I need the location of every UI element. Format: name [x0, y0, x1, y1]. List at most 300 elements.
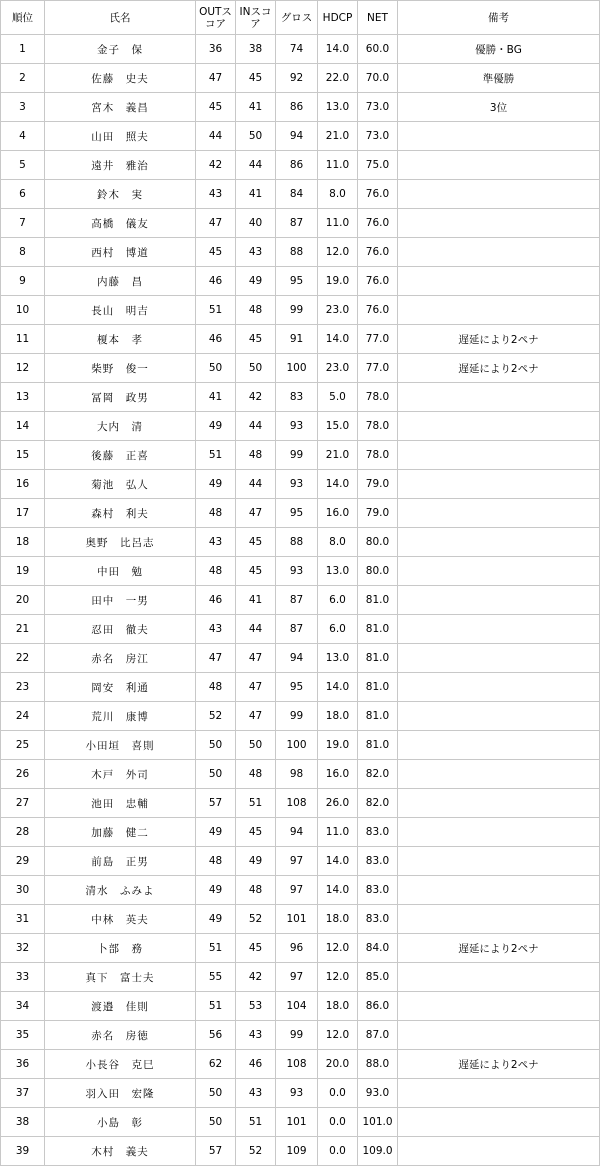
net-cell: 83.0: [358, 847, 398, 876]
hdcp-cell: 23.0: [318, 354, 358, 383]
gross-cell: 99: [276, 1021, 318, 1050]
rank-cell: 38: [1, 1108, 45, 1137]
gross-cell: 86: [276, 151, 318, 180]
table-row: [1, 151, 600, 180]
gross-cell: 87: [276, 615, 318, 644]
out-score-cell: 50: [196, 1079, 236, 1108]
net-cell: 78.0: [358, 383, 398, 412]
in-score-cell: 48: [236, 876, 276, 905]
hdcp-cell: 19.0: [318, 267, 358, 296]
note-cell: [398, 847, 600, 876]
out-score-cell: 45: [196, 93, 236, 122]
out-score-cell: 49: [196, 876, 236, 905]
table-row: [1, 702, 600, 731]
header-name: 氏名: [45, 1, 196, 35]
rank-cell: 29: [1, 847, 45, 876]
name-cell: 柴野 俊一: [45, 354, 196, 383]
header-note: 備考: [398, 1, 600, 35]
rank-cell: 22: [1, 644, 45, 673]
gross-cell: 100: [276, 354, 318, 383]
gross-cell: 87: [276, 209, 318, 238]
name-cell: 奥野 比呂志: [45, 528, 196, 557]
name-cell: 小島 彰: [45, 1108, 196, 1137]
hdcp-cell: 19.0: [318, 731, 358, 760]
net-cell: 109.0: [358, 1137, 398, 1166]
out-score-cell: 49: [196, 412, 236, 441]
gross-cell: 84: [276, 180, 318, 209]
out-score-cell: 42: [196, 151, 236, 180]
gross-cell: 88: [276, 528, 318, 557]
rank-cell: 5: [1, 151, 45, 180]
out-score-cell: 50: [196, 1108, 236, 1137]
net-cell: 81.0: [358, 644, 398, 673]
note-cell: [398, 644, 600, 673]
in-score-cell: 38: [236, 35, 276, 64]
rank-cell: 39: [1, 1137, 45, 1166]
in-score-cell: 45: [236, 528, 276, 557]
in-score-cell: 44: [236, 412, 276, 441]
net-cell: 73.0: [358, 122, 398, 151]
note-cell: 3位: [398, 93, 600, 122]
name-cell: 田中 一男: [45, 586, 196, 615]
rank-cell: 34: [1, 992, 45, 1021]
hdcp-cell: 12.0: [318, 238, 358, 267]
name-cell: 榎本 孝: [45, 325, 196, 354]
net-cell: 76.0: [358, 267, 398, 296]
rank-cell: 8: [1, 238, 45, 267]
name-cell: 内藤 昌: [45, 267, 196, 296]
header-in-score: INスコア: [236, 1, 276, 35]
in-score-cell: 47: [236, 673, 276, 702]
rank-cell: 13: [1, 383, 45, 412]
out-score-cell: 50: [196, 760, 236, 789]
out-score-cell: 41: [196, 383, 236, 412]
hdcp-cell: 14.0: [318, 673, 358, 702]
out-score-cell: 51: [196, 992, 236, 1021]
note-cell: 遅延により2ペナ: [398, 354, 600, 383]
table-row: [1, 644, 600, 673]
header-net: NET: [358, 1, 398, 35]
hdcp-cell: 20.0: [318, 1050, 358, 1079]
out-score-cell: 57: [196, 1137, 236, 1166]
note-cell: [398, 470, 600, 499]
name-cell: 冨岡 政男: [45, 383, 196, 412]
name-cell: 高橋 儀友: [45, 209, 196, 238]
hdcp-cell: 23.0: [318, 296, 358, 325]
net-cell: 81.0: [358, 731, 398, 760]
gross-cell: 101: [276, 1108, 318, 1137]
gross-cell: 97: [276, 876, 318, 905]
gross-cell: 95: [276, 267, 318, 296]
hdcp-cell: 6.0: [318, 586, 358, 615]
net-cell: 60.0: [358, 35, 398, 64]
hdcp-cell: 13.0: [318, 557, 358, 586]
name-cell: 鈴木 実: [45, 180, 196, 209]
rank-cell: 28: [1, 818, 45, 847]
rank-cell: 11: [1, 325, 45, 354]
note-cell: [398, 151, 600, 180]
hdcp-cell: 12.0: [318, 1021, 358, 1050]
net-cell: 83.0: [358, 876, 398, 905]
hdcp-cell: 0.0: [318, 1137, 358, 1166]
table-row: [1, 992, 600, 1021]
gross-cell: 99: [276, 441, 318, 470]
name-cell: 渡邉 佳則: [45, 992, 196, 1021]
in-score-cell: 52: [236, 1137, 276, 1166]
net-cell: 81.0: [358, 615, 398, 644]
gross-cell: 97: [276, 963, 318, 992]
hdcp-cell: 22.0: [318, 64, 358, 93]
note-cell: [398, 1021, 600, 1050]
net-cell: 79.0: [358, 470, 398, 499]
net-cell: 84.0: [358, 934, 398, 963]
rank-cell: 10: [1, 296, 45, 325]
gross-cell: 87: [276, 586, 318, 615]
in-score-cell: 45: [236, 818, 276, 847]
out-score-cell: 52: [196, 702, 236, 731]
rank-cell: 1: [1, 35, 45, 64]
hdcp-cell: 5.0: [318, 383, 358, 412]
rank-cell: 24: [1, 702, 45, 731]
table-row: [1, 1050, 600, 1079]
gross-cell: 94: [276, 644, 318, 673]
table-row: [1, 934, 600, 963]
in-score-cell: 47: [236, 702, 276, 731]
gross-cell: 95: [276, 673, 318, 702]
net-cell: 79.0: [358, 499, 398, 528]
net-cell: 93.0: [358, 1079, 398, 1108]
out-score-cell: 47: [196, 644, 236, 673]
note-cell: [398, 383, 600, 412]
table-row: [1, 760, 600, 789]
net-cell: 77.0: [358, 325, 398, 354]
gross-cell: 92: [276, 64, 318, 93]
note-cell: [398, 760, 600, 789]
net-cell: 76.0: [358, 238, 398, 267]
note-cell: [398, 180, 600, 209]
in-score-cell: 51: [236, 1108, 276, 1137]
in-score-cell: 47: [236, 644, 276, 673]
name-cell: 中田 勉: [45, 557, 196, 586]
note-cell: 準優勝: [398, 64, 600, 93]
in-score-cell: 45: [236, 325, 276, 354]
in-score-cell: 44: [236, 470, 276, 499]
net-cell: 86.0: [358, 992, 398, 1021]
note-cell: [398, 876, 600, 905]
out-score-cell: 56: [196, 1021, 236, 1050]
note-cell: [398, 963, 600, 992]
table-row: [1, 238, 600, 267]
rank-cell: 3: [1, 93, 45, 122]
gross-cell: 109: [276, 1137, 318, 1166]
out-score-cell: 48: [196, 557, 236, 586]
name-cell: 赤名 房江: [45, 644, 196, 673]
in-score-cell: 45: [236, 557, 276, 586]
out-score-cell: 48: [196, 673, 236, 702]
table-row: [1, 296, 600, 325]
in-score-cell: 46: [236, 1050, 276, 1079]
hdcp-cell: 0.0: [318, 1079, 358, 1108]
net-cell: 83.0: [358, 905, 398, 934]
hdcp-cell: 11.0: [318, 209, 358, 238]
out-score-cell: 55: [196, 963, 236, 992]
net-cell: 76.0: [358, 209, 398, 238]
name-cell: 岡安 利通: [45, 673, 196, 702]
out-score-cell: 47: [196, 209, 236, 238]
table-row: [1, 818, 600, 847]
net-cell: 80.0: [358, 557, 398, 586]
table-row: [1, 35, 600, 64]
hdcp-cell: 11.0: [318, 818, 358, 847]
name-cell: 木戸 外司: [45, 760, 196, 789]
net-cell: 81.0: [358, 673, 398, 702]
note-cell: [398, 557, 600, 586]
note-cell: [398, 673, 600, 702]
rank-cell: 7: [1, 209, 45, 238]
table-row: [1, 470, 600, 499]
hdcp-cell: 18.0: [318, 702, 358, 731]
in-score-cell: 44: [236, 151, 276, 180]
hdcp-cell: 18.0: [318, 992, 358, 1021]
net-cell: 75.0: [358, 151, 398, 180]
out-score-cell: 48: [196, 499, 236, 528]
note-cell: [398, 528, 600, 557]
note-cell: [398, 789, 600, 818]
in-score-cell: 50: [236, 354, 276, 383]
net-cell: 76.0: [358, 180, 398, 209]
hdcp-cell: 16.0: [318, 499, 358, 528]
in-score-cell: 49: [236, 847, 276, 876]
name-cell: 荒川 康博: [45, 702, 196, 731]
out-score-cell: 51: [196, 934, 236, 963]
net-cell: 80.0: [358, 528, 398, 557]
hdcp-cell: 21.0: [318, 441, 358, 470]
in-score-cell: 53: [236, 992, 276, 1021]
hdcp-cell: 14.0: [318, 847, 358, 876]
table-row: [1, 673, 600, 702]
out-score-cell: 43: [196, 180, 236, 209]
rank-cell: 30: [1, 876, 45, 905]
table-row: [1, 615, 600, 644]
note-cell: [398, 818, 600, 847]
rank-cell: 2: [1, 64, 45, 93]
note-cell: [398, 992, 600, 1021]
in-score-cell: 41: [236, 93, 276, 122]
gross-cell: 91: [276, 325, 318, 354]
out-score-cell: 51: [196, 441, 236, 470]
rank-cell: 33: [1, 963, 45, 992]
in-score-cell: 43: [236, 238, 276, 267]
in-score-cell: 50: [236, 731, 276, 760]
name-cell: 池田 忠輔: [45, 789, 196, 818]
in-score-cell: 47: [236, 499, 276, 528]
table-row: [1, 1021, 600, 1050]
out-score-cell: 62: [196, 1050, 236, 1079]
net-cell: 81.0: [358, 586, 398, 615]
rank-cell: 14: [1, 412, 45, 441]
hdcp-cell: 8.0: [318, 180, 358, 209]
in-score-cell: 48: [236, 760, 276, 789]
name-cell: 長山 明吉: [45, 296, 196, 325]
note-cell: [398, 238, 600, 267]
in-score-cell: 42: [236, 383, 276, 412]
name-cell: 佐藤 史夫: [45, 64, 196, 93]
header-gross: グロス: [276, 1, 318, 35]
rank-cell: 25: [1, 731, 45, 760]
name-cell: 山田 照夫: [45, 122, 196, 151]
gross-cell: 86: [276, 93, 318, 122]
in-score-cell: 52: [236, 905, 276, 934]
rank-cell: 35: [1, 1021, 45, 1050]
in-score-cell: 48: [236, 441, 276, 470]
table-row: [1, 1079, 600, 1108]
name-cell: 大内 清: [45, 412, 196, 441]
note-cell: [398, 586, 600, 615]
net-cell: 70.0: [358, 64, 398, 93]
out-score-cell: 50: [196, 731, 236, 760]
in-score-cell: 44: [236, 615, 276, 644]
table-row: [1, 1108, 600, 1137]
rank-cell: 32: [1, 934, 45, 963]
table-row: [1, 731, 600, 760]
note-cell: 優勝・BG: [398, 35, 600, 64]
net-cell: 76.0: [358, 296, 398, 325]
note-cell: [398, 412, 600, 441]
gross-cell: 97: [276, 847, 318, 876]
gross-cell: 94: [276, 818, 318, 847]
table-row: [1, 528, 600, 557]
table-row: [1, 412, 600, 441]
header-out-score: OUTスコア: [196, 1, 236, 35]
hdcp-cell: 0.0: [318, 1108, 358, 1137]
table-row: [1, 180, 600, 209]
out-score-cell: 47: [196, 64, 236, 93]
name-cell: 清水 ふみよ: [45, 876, 196, 905]
rank-cell: 15: [1, 441, 45, 470]
name-cell: 前島 正男: [45, 847, 196, 876]
table-body: [1, 35, 600, 1166]
note-cell: [398, 267, 600, 296]
name-cell: 金子 保: [45, 35, 196, 64]
note-cell: [398, 1079, 600, 1108]
rank-cell: 31: [1, 905, 45, 934]
out-score-cell: 45: [196, 238, 236, 267]
rank-cell: 27: [1, 789, 45, 818]
table-row: [1, 122, 600, 151]
gross-cell: 94: [276, 122, 318, 151]
net-cell: 83.0: [358, 818, 398, 847]
name-cell: 西村 博道: [45, 238, 196, 267]
name-cell: 遠井 雅治: [45, 151, 196, 180]
rank-cell: 19: [1, 557, 45, 586]
header-rank: 順位: [1, 1, 45, 35]
note-cell: [398, 905, 600, 934]
gross-cell: 93: [276, 1079, 318, 1108]
net-cell: 81.0: [358, 702, 398, 731]
note-cell: 遅延により2ペナ: [398, 325, 600, 354]
in-score-cell: 40: [236, 209, 276, 238]
note-cell: [398, 499, 600, 528]
net-cell: 82.0: [358, 789, 398, 818]
rank-cell: 26: [1, 760, 45, 789]
in-score-cell: 49: [236, 267, 276, 296]
hdcp-cell: 6.0: [318, 615, 358, 644]
rank-cell: 20: [1, 586, 45, 615]
gross-cell: 93: [276, 412, 318, 441]
hdcp-cell: 14.0: [318, 876, 358, 905]
in-score-cell: 43: [236, 1021, 276, 1050]
name-cell: 木村 義夫: [45, 1137, 196, 1166]
table-row: [1, 586, 600, 615]
table-row: [1, 383, 600, 412]
net-cell: 78.0: [358, 441, 398, 470]
gross-cell: 88: [276, 238, 318, 267]
hdcp-cell: 11.0: [318, 151, 358, 180]
rank-cell: 4: [1, 122, 45, 151]
hdcp-cell: 26.0: [318, 789, 358, 818]
hdcp-cell: 8.0: [318, 528, 358, 557]
name-cell: 卜部 務: [45, 934, 196, 963]
out-score-cell: 43: [196, 528, 236, 557]
gross-cell: 93: [276, 557, 318, 586]
rank-cell: 36: [1, 1050, 45, 1079]
name-cell: 後藤 正喜: [45, 441, 196, 470]
table-row: [1, 847, 600, 876]
out-score-cell: 43: [196, 615, 236, 644]
out-score-cell: 51: [196, 296, 236, 325]
note-cell: 遅延により2ペナ: [398, 934, 600, 963]
name-cell: 羽入田 宏隆: [45, 1079, 196, 1108]
note-cell: [398, 296, 600, 325]
table-row: [1, 1137, 600, 1166]
rank-cell: 18: [1, 528, 45, 557]
table-row: [1, 905, 600, 934]
in-score-cell: 42: [236, 963, 276, 992]
hdcp-cell: 13.0: [318, 93, 358, 122]
net-cell: 77.0: [358, 354, 398, 383]
table-row: [1, 499, 600, 528]
rank-cell: 12: [1, 354, 45, 383]
name-cell: 宮木 義昌: [45, 93, 196, 122]
hdcp-cell: 12.0: [318, 963, 358, 992]
net-cell: 87.0: [358, 1021, 398, 1050]
table-row: [1, 325, 600, 354]
hdcp-cell: 16.0: [318, 760, 358, 789]
hdcp-cell: 21.0: [318, 122, 358, 151]
in-score-cell: 51: [236, 789, 276, 818]
gross-cell: 104: [276, 992, 318, 1021]
out-score-cell: 46: [196, 267, 236, 296]
gross-cell: 93: [276, 470, 318, 499]
name-cell: 赤名 房徳: [45, 1021, 196, 1050]
out-score-cell: 50: [196, 354, 236, 383]
table-row: [1, 557, 600, 586]
gross-cell: 108: [276, 1050, 318, 1079]
hdcp-cell: 18.0: [318, 905, 358, 934]
gross-cell: 99: [276, 702, 318, 731]
hdcp-cell: 14.0: [318, 470, 358, 499]
table-row: [1, 789, 600, 818]
in-score-cell: 50: [236, 122, 276, 151]
hdcp-cell: 14.0: [318, 35, 358, 64]
note-cell: 遅延により2ペナ: [398, 1050, 600, 1079]
rank-cell: 17: [1, 499, 45, 528]
in-score-cell: 41: [236, 180, 276, 209]
net-cell: 101.0: [358, 1108, 398, 1137]
gross-cell: 95: [276, 499, 318, 528]
gross-cell: 83: [276, 383, 318, 412]
out-score-cell: 44: [196, 122, 236, 151]
